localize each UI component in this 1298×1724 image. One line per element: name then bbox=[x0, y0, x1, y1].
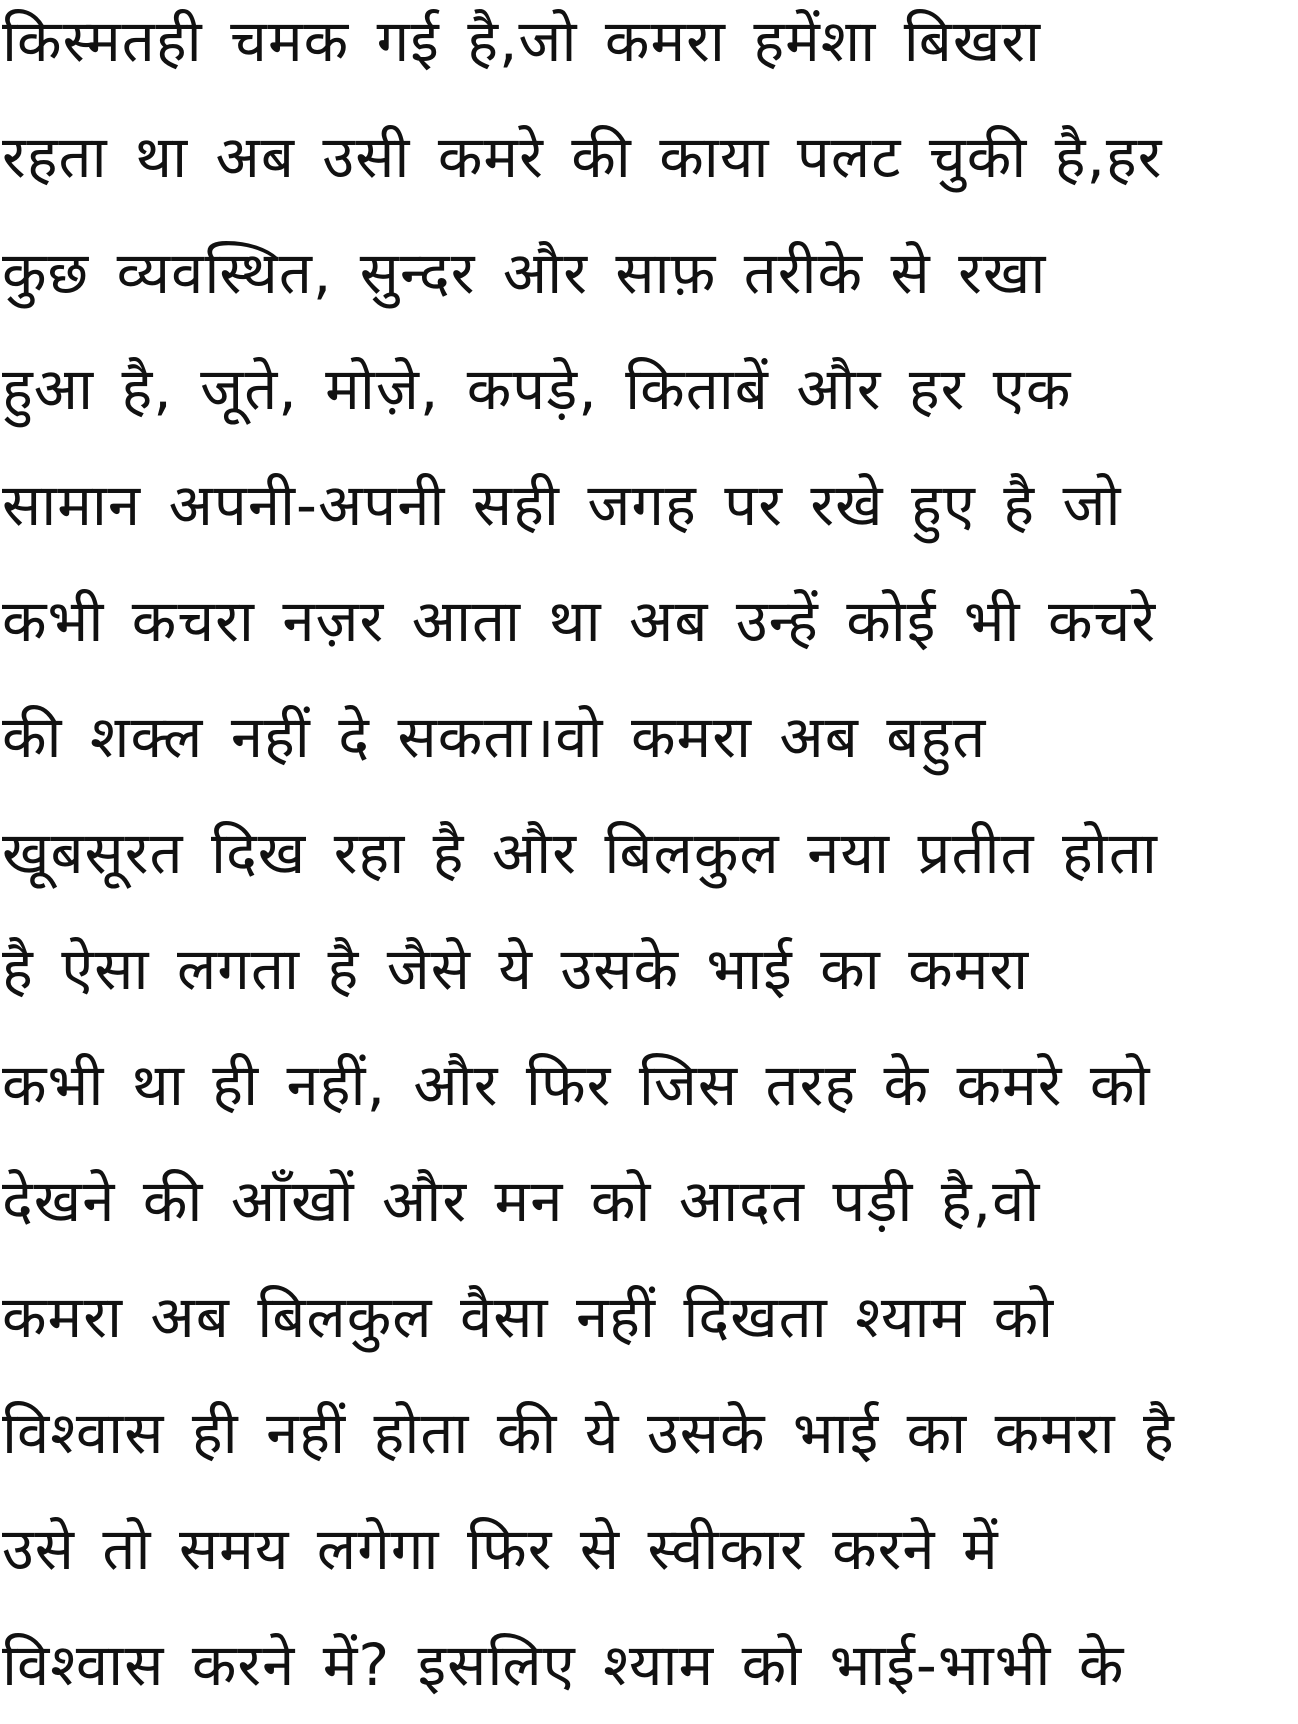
text-line: हुआ है, जूते, मोज़े, कपड़े, किताबें और हर एक bbox=[2, 355, 1072, 423]
text-line: खूबसूरत दिख रहा है और बिलकुल नया प्रतीत होता bbox=[2, 819, 1158, 887]
text-line: कभी कचरा नज़र आता था अब उन्हें कोई भी कचरे bbox=[2, 587, 1157, 655]
text-line: विश्वास ही नहीं होता की ये उसके भाई का कमरा है bbox=[2, 1399, 1175, 1467]
text-line: है ऐसा लगता है जैसे ये उसके भाई का कमरा bbox=[2, 935, 1030, 1003]
text-line: देखने की आँखों और मन को आदत पड़ी है,वो bbox=[2, 1167, 1041, 1235]
text-line: कभी था ही नहीं, और फिर जिस तरह के कमरे को bbox=[2, 1051, 1151, 1119]
text-line: उसे तो समय लगेगा फिर से स्वीकार करने में bbox=[2, 1515, 999, 1583]
text-line: सामान अपनी-अपनी सही जगह पर रखे हुए है जो bbox=[2, 471, 1122, 539]
text-line: कमरा अब बिलकुल वैसा नहीं दिखता श्याम को bbox=[2, 1283, 1055, 1351]
text-line: की शक्ल नहीं दे सकता।वो कमरा अब बहुत bbox=[2, 703, 987, 771]
text-line: विश्वास करने में? इसलिए श्याम को भाई-भाभी के bbox=[2, 1631, 1125, 1699]
text-line: किस्मतही चमक गई है,जो कमरा हमेंशा बिखरा bbox=[2, 7, 1042, 75]
text-line: कुछ व्यवस्थित, सुन्दर और साफ़ तरीके से रखा bbox=[2, 239, 1047, 307]
text-line: रहता था अब उसी कमरे की काया पलट चुकी है,हर bbox=[2, 123, 1163, 191]
